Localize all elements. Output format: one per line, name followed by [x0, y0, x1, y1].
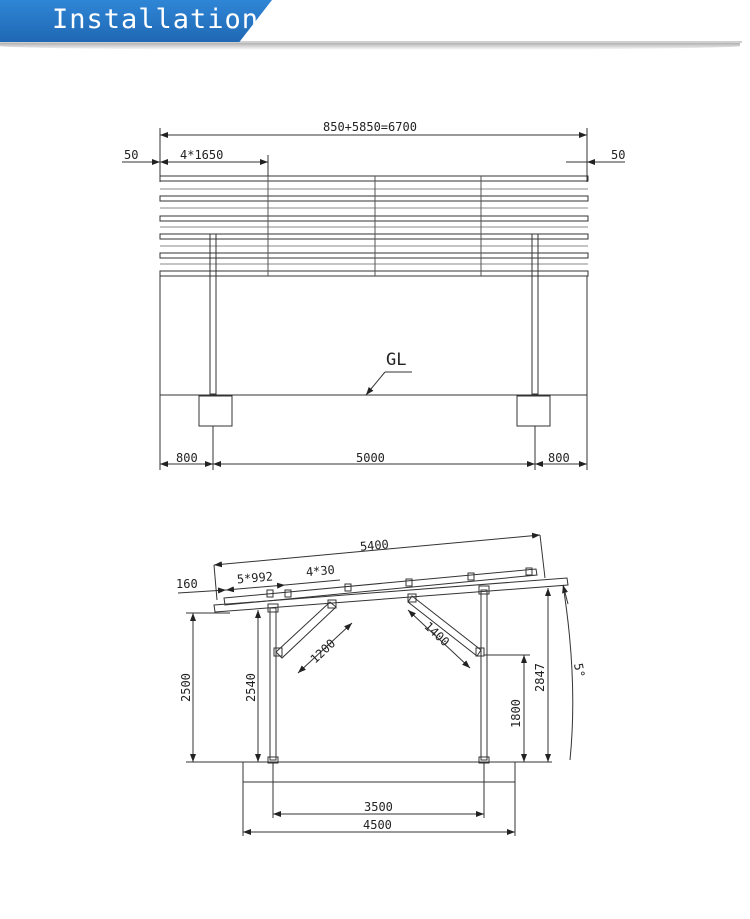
label-height-front: 2540: [244, 673, 258, 702]
label-panel-spacing: 5*992: [236, 569, 274, 587]
label-span: 5000: [356, 451, 385, 465]
label-length: 5400: [359, 537, 390, 554]
clamp: [468, 573, 474, 580]
label-total: 850+5850=6700: [323, 120, 417, 134]
clamp: [345, 584, 351, 591]
label-right-overhang: 800: [548, 451, 570, 465]
label-height-rear: 2847: [533, 663, 547, 692]
label-base-width: 4500: [363, 818, 392, 832]
panel-row: [160, 253, 588, 258]
label-left-overhang: 800: [176, 451, 198, 465]
panel-row: [160, 216, 588, 221]
label-tilt: 5°: [571, 662, 588, 679]
panel-row: [160, 271, 588, 276]
label-gaps: 4*30: [305, 562, 336, 580]
clamp: [285, 590, 291, 597]
brace-joint: [274, 648, 282, 656]
label-left-edge: 50: [124, 148, 139, 162]
page-title: Installation: [52, 4, 260, 35]
label-brace-right: 1400: [421, 619, 453, 650]
label-ground: GL: [386, 350, 407, 370]
footing-left: [199, 396, 232, 426]
side-post-rear: [481, 590, 487, 760]
label-height-brace: 1800: [509, 699, 523, 728]
clamp: [406, 579, 412, 586]
tilt-arc: [563, 585, 573, 760]
panel-array: [160, 176, 588, 276]
side-post-front: [270, 608, 276, 760]
label-brace-left: 1200: [307, 636, 339, 667]
panel-row: [160, 196, 588, 201]
label-edge: 160: [176, 577, 198, 591]
label-right-edge: 50: [611, 148, 626, 162]
ext-line: [214, 565, 217, 600]
panel-row: [160, 234, 588, 239]
footing-right: [517, 396, 550, 426]
front-view: [122, 128, 625, 470]
panel-row: [160, 176, 588, 181]
ext-line: [540, 535, 545, 578]
dim-gaps: [285, 580, 340, 585]
label-post-span: 3500: [364, 800, 393, 814]
dim-panel-spacing: [226, 585, 285, 590]
base-slab: [243, 762, 515, 782]
gl-leader: [366, 372, 385, 395]
label-spacing: 4*1650: [180, 148, 224, 162]
label-height-total: 2500: [179, 673, 193, 702]
